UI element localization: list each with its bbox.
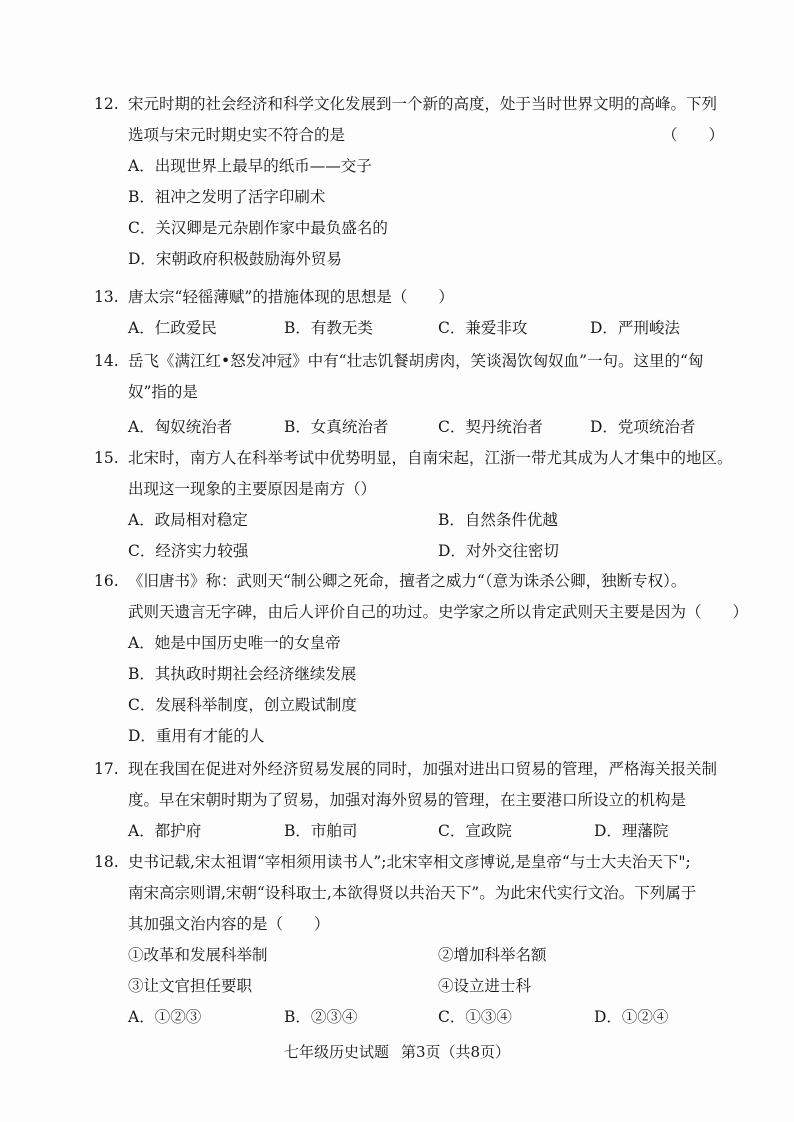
option-row — [94, 816, 744, 847]
question-number: 12. — [94, 95, 119, 113]
statement-item: ②增加科举名额 — [438, 946, 547, 964]
answer-blank: （ ） — [661, 126, 724, 144]
question-number: 15. — [94, 449, 119, 467]
option-c: C．契丹统治者 — [438, 418, 543, 436]
option-a: A．仁政爱民 — [128, 319, 217, 337]
option-d: D．对外交往密切 — [438, 542, 559, 560]
question-number: 18. — [94, 853, 119, 871]
option-a: A．①②③ — [128, 1008, 202, 1026]
question-stem-line: 武则天遗言无字碑，由后人评价自己的功过。史学家之所以肯定武则天主要是因为（ ） — [128, 603, 749, 621]
option-c: C．关汉卿是元杂剧作家中最负盛名的 — [128, 219, 388, 237]
item-row — [94, 940, 744, 971]
option-c: C．①③④ — [438, 1008, 512, 1026]
question-number: 13. — [94, 288, 119, 306]
option-c: C．宣政院 — [438, 822, 512, 840]
option-b: B．有教无类 — [284, 319, 373, 337]
option-row — [94, 412, 744, 443]
option-b: B．祖冲之发明了活字印刷术 — [128, 188, 326, 206]
question-stem-line: 出现这一现象的主要原因是南方（） — [128, 480, 377, 498]
option-d: D．严刑峻法 — [590, 319, 680, 337]
option-row — [94, 313, 744, 344]
option-row — [94, 1002, 744, 1033]
question-18 — [94, 847, 744, 1033]
question-number: 16. — [94, 572, 119, 590]
option-row — [94, 505, 744, 536]
question-stem-line: 宋元时期的社会经济和科学文化发展到一个新的高度，处于当时世界文明的高峰。下列 — [128, 95, 718, 113]
question-number: 14. — [94, 352, 119, 370]
question-13 — [94, 282, 744, 344]
option-c: C．经济实力较强 — [128, 542, 249, 560]
question-stem-line: 现在我国在促进对外经济贸易发展的同时，加强对进出口贸易的管理，严格海关报关制 — [128, 760, 718, 778]
question-number: 17. — [94, 760, 119, 778]
question-stem-line: 选项与宋元时期史实不符合的是 — [128, 126, 346, 144]
question-16 — [94, 566, 749, 752]
question-stem-line: 唐太宗“轻徭薄赋”的措施体现的思想是（ ） — [128, 288, 454, 306]
option-row — [94, 536, 744, 567]
question-17 — [94, 754, 744, 847]
option-b: B．其执政时期社会经济继续发展 — [128, 665, 357, 683]
option-b: B．②③④ — [284, 1008, 358, 1026]
statement-item: ①改革和发展科举制 — [128, 946, 268, 964]
question-15 — [94, 443, 744, 567]
question-stem-line: 其加强文治内容的是（ ） — [128, 915, 330, 933]
question-stem-line: 史书记载,宋太祖谓“宰相须用读书人”;北宋宰相文彦博说,是皇帝“与士大夫治天下"; — [128, 853, 691, 871]
exam-title: 七年级历史试题 — [283, 1043, 389, 1061]
question-14 — [94, 346, 744, 443]
option-d: D．理藩院 — [594, 822, 669, 840]
option-d: D．宋朝政府积极鼓励海外贸易 — [128, 250, 342, 268]
item-row — [94, 971, 744, 1002]
option-d: D．重用有才能的人 — [128, 727, 265, 745]
question-12 — [94, 89, 744, 275]
option-c: C．发展科举制度，创立殿试制度 — [128, 696, 357, 714]
option-b: B．女真统治者 — [284, 418, 389, 436]
question-stem-line: 岳飞《满江红•怒发冲冠》中有“壮志饥餐胡虏肉，笑谈渴饮匈奴血”一句。这里的“匈 — [128, 352, 704, 370]
option-a: A．她是中国历史唯一的女皇帝 — [128, 634, 341, 652]
question-stem-line: 南宋高宗则谓,宋朝“设科取士,本欲得贤以共治天下”。为此宋代实行文治。下列属于 — [128, 884, 697, 902]
option-b: B．市舶司 — [284, 822, 358, 840]
question-stem-line: 奴”指的是 — [128, 383, 198, 401]
question-stem-line: 北宋时，南方人在科举考试中优势明显，自南宋起，江浙一带尤其成为人才集中的地区。 — [128, 449, 733, 467]
statement-item: ③让文官担任要职 — [128, 977, 253, 995]
question-stem-line: 度。早在宋朝时期为了贸易，加强对海外贸易的管理，在主要港口所设立的机构是 — [128, 791, 687, 809]
option-d: D．①②④ — [594, 1008, 669, 1026]
statement-item: ④设立进士科 — [438, 977, 532, 995]
option-a: A．都护府 — [128, 822, 202, 840]
option-a: A．匈奴统治者 — [128, 418, 233, 436]
question-stem-line: 《旧唐书》称：武则天“制公卿之死命，擅者之威力“（意为诛杀公卿，独断专权）。 — [128, 572, 687, 590]
page-footer — [0, 1040, 794, 1064]
option-a: A．出现世界上最早的纸币——交子 — [128, 157, 372, 175]
option-d: D．党项统治者 — [590, 418, 696, 436]
page-number: 第3页（共8页） — [400, 1043, 511, 1061]
option-a: A．政局相对稳定 — [128, 511, 248, 529]
option-c: C．兼爱非攻 — [438, 319, 528, 337]
option-b: B．自然条件优越 — [438, 511, 558, 529]
